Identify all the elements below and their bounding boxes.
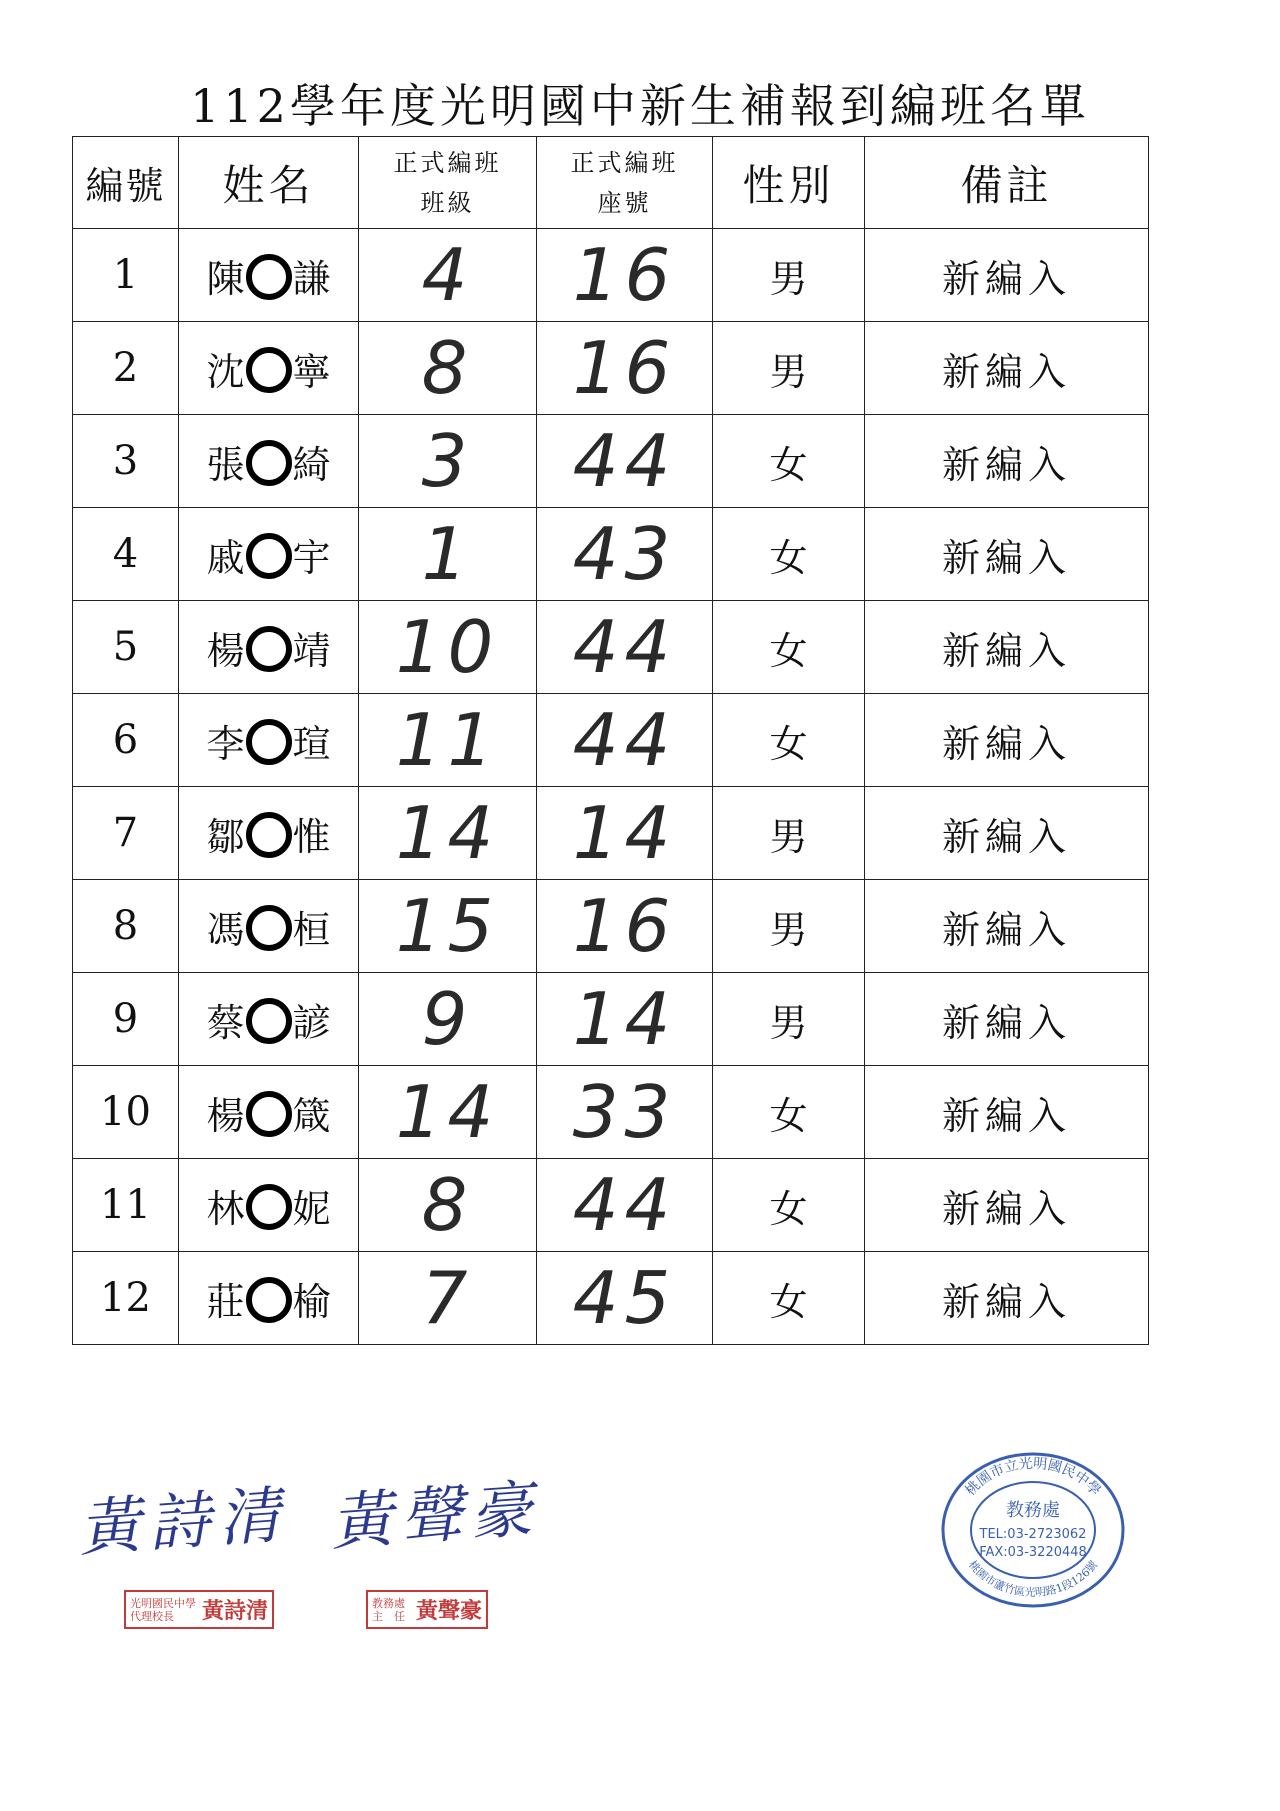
surname: 莊 [206, 1279, 245, 1324]
gender: 男 [713, 787, 865, 880]
student-name [179, 601, 359, 694]
table-row [73, 880, 1149, 973]
gender: 男 [713, 880, 865, 973]
director-stamp-line2: 主 任 [372, 1609, 405, 1623]
seat-number: 44 [537, 415, 713, 508]
row-number: 3 [73, 415, 179, 508]
header-remark: 備註 [865, 137, 1149, 229]
redaction-circle-icon [246, 533, 292, 579]
header-class-line1: 正式編班 [393, 148, 502, 177]
surname: 林 [206, 1186, 245, 1231]
student-name [179, 415, 359, 508]
remark: 新編入 [865, 1252, 1149, 1345]
principal-signature: 黃詩清 [76, 1477, 291, 1566]
class-number: 4 [359, 229, 537, 322]
class-number: 15 [359, 880, 537, 973]
student-name [179, 1252, 359, 1345]
remark: 新編入 [865, 694, 1149, 787]
student-name [179, 508, 359, 601]
gender: 女 [713, 694, 865, 787]
student-name [179, 1159, 359, 1252]
table-row [73, 508, 1149, 601]
given-name: 寧 [292, 349, 331, 394]
header-seat [537, 137, 713, 229]
gender: 男 [713, 322, 865, 415]
surname: 楊 [206, 628, 245, 673]
header-seat-line1: 正式編班 [570, 148, 679, 177]
table-row [73, 601, 1149, 694]
student-name [179, 229, 359, 322]
surname: 陳 [206, 256, 245, 301]
remark: 新編入 [865, 322, 1149, 415]
redaction-circle-icon [246, 719, 292, 765]
row-number: 12 [73, 1252, 179, 1345]
gender: 女 [713, 601, 865, 694]
class-number: 7 [359, 1252, 537, 1345]
seal-office: 教務處 [1006, 1500, 1060, 1521]
row-number: 7 [73, 787, 179, 880]
seat-number: 16 [537, 880, 713, 973]
remark: 新編入 [865, 1159, 1149, 1252]
gender: 女 [713, 415, 865, 508]
student-name [179, 1066, 359, 1159]
table-row [73, 415, 1149, 508]
class-number: 14 [359, 1066, 537, 1159]
seal-outer-text: 桃園市立光明國民中學 [962, 1455, 1104, 1500]
class-number: 9 [359, 973, 537, 1066]
row-number: 5 [73, 601, 179, 694]
redaction-circle-icon [246, 440, 292, 486]
seat-number: 14 [537, 787, 713, 880]
gender: 女 [713, 1159, 865, 1252]
director-signature: 黃聲豪 [328, 1471, 543, 1560]
table-row [73, 229, 1149, 322]
surname: 沈 [206, 349, 245, 394]
given-name: 靖 [292, 628, 331, 673]
seat-number: 43 [537, 508, 713, 601]
surname: 蔡 [206, 1000, 245, 1045]
table-row [73, 322, 1149, 415]
row-number: 2 [73, 322, 179, 415]
student-name [179, 322, 359, 415]
remark: 新編入 [865, 880, 1149, 973]
redaction-circle-icon [246, 905, 292, 951]
redaction-circle-icon [246, 626, 292, 672]
class-number: 14 [359, 787, 537, 880]
surname: 戚 [206, 535, 245, 580]
seat-number: 45 [537, 1252, 713, 1345]
class-number: 8 [359, 322, 537, 415]
redaction-circle-icon [246, 998, 292, 1044]
given-name: 宇 [292, 535, 331, 580]
seal-address: 桃園市蘆竹區光明路1段126號 [965, 1558, 1101, 1600]
student-name [179, 880, 359, 973]
surname: 鄒 [206, 814, 245, 859]
row-number: 11 [73, 1159, 179, 1252]
gender: 男 [713, 229, 865, 322]
class-number: 8 [359, 1159, 537, 1252]
student-name [179, 694, 359, 787]
seal-fax: FAX:03-3220448 [979, 1545, 1087, 1560]
seat-number: 14 [537, 973, 713, 1066]
surname: 楊 [206, 1093, 245, 1138]
header-number: 編號 [73, 137, 179, 229]
given-name: 謙 [292, 256, 331, 301]
gender: 女 [713, 1252, 865, 1345]
given-name: 諺 [292, 1000, 331, 1045]
surname: 馮 [206, 907, 245, 952]
surname: 李 [206, 721, 245, 766]
redaction-circle-icon [246, 254, 292, 300]
header-class [359, 137, 537, 229]
seat-number: 33 [537, 1066, 713, 1159]
redaction-circle-icon [246, 1091, 292, 1137]
student-name [179, 787, 359, 880]
header-name: 姓名 [179, 137, 359, 229]
row-number: 4 [73, 508, 179, 601]
seat-number: 44 [537, 694, 713, 787]
header-gender: 性別 [713, 137, 865, 229]
remark: 新編入 [865, 415, 1149, 508]
remark: 新編入 [865, 973, 1149, 1066]
table-row [73, 1252, 1149, 1345]
gender: 女 [713, 1066, 865, 1159]
header-class-line2: 班級 [420, 188, 475, 217]
row-number: 10 [73, 1066, 179, 1159]
header-seat-line2: 座號 [597, 188, 652, 217]
director-stamp [366, 1590, 488, 1629]
remark: 新編入 [865, 601, 1149, 694]
class-number: 1 [359, 508, 537, 601]
seal-tel: TEL:03-2723062 [979, 1527, 1087, 1542]
given-name: 惟 [292, 814, 331, 859]
surname: 張 [206, 442, 245, 487]
remark: 新編入 [865, 1066, 1149, 1159]
seat-number: 16 [537, 322, 713, 415]
gender: 男 [713, 973, 865, 1066]
student-name [179, 973, 359, 1066]
given-name: 桓 [292, 907, 331, 952]
class-number: 3 [359, 415, 537, 508]
redaction-circle-icon [246, 812, 292, 858]
director-stamp-line1: 教務處 [372, 1596, 405, 1610]
redaction-circle-icon [246, 1184, 292, 1230]
given-name: 榆 [292, 1279, 331, 1324]
director-stamp-name: 黃聲豪 [416, 1598, 483, 1624]
school-seal [938, 1450, 1128, 1610]
table-row [73, 1159, 1149, 1252]
row-number: 9 [73, 973, 179, 1066]
principal-stamp [124, 1590, 274, 1629]
given-name: 綺 [292, 442, 331, 487]
given-name: 箴 [292, 1093, 331, 1138]
redaction-circle-icon [246, 1277, 292, 1323]
given-name: 妮 [292, 1186, 331, 1231]
table-row [73, 694, 1149, 787]
row-number: 6 [73, 694, 179, 787]
remark: 新編入 [865, 508, 1149, 601]
principal-stamp-line2: 代理校長 [130, 1609, 174, 1623]
given-name: 瑄 [292, 721, 331, 766]
principal-stamp-line1: 光明國民中學 [130, 1596, 196, 1610]
remark: 新編入 [865, 787, 1149, 880]
remark: 新編入 [865, 229, 1149, 322]
redaction-circle-icon [246, 347, 292, 393]
header-row [73, 137, 1149, 229]
principal-stamp-name: 黃詩清 [202, 1598, 269, 1624]
table-row [73, 973, 1149, 1066]
gender: 女 [713, 508, 865, 601]
seat-number: 16 [537, 229, 713, 322]
class-number: 10 [359, 601, 537, 694]
seat-number: 44 [537, 601, 713, 694]
seat-number: 44 [537, 1159, 713, 1252]
row-number: 8 [73, 880, 179, 973]
page-title: 112學年度光明國中新生補報到編班名單 [190, 79, 1090, 133]
roster-table [72, 136, 1149, 1345]
class-number: 11 [359, 694, 537, 787]
row-number: 1 [73, 229, 179, 322]
table-row [73, 787, 1149, 880]
table-row [73, 1066, 1149, 1159]
